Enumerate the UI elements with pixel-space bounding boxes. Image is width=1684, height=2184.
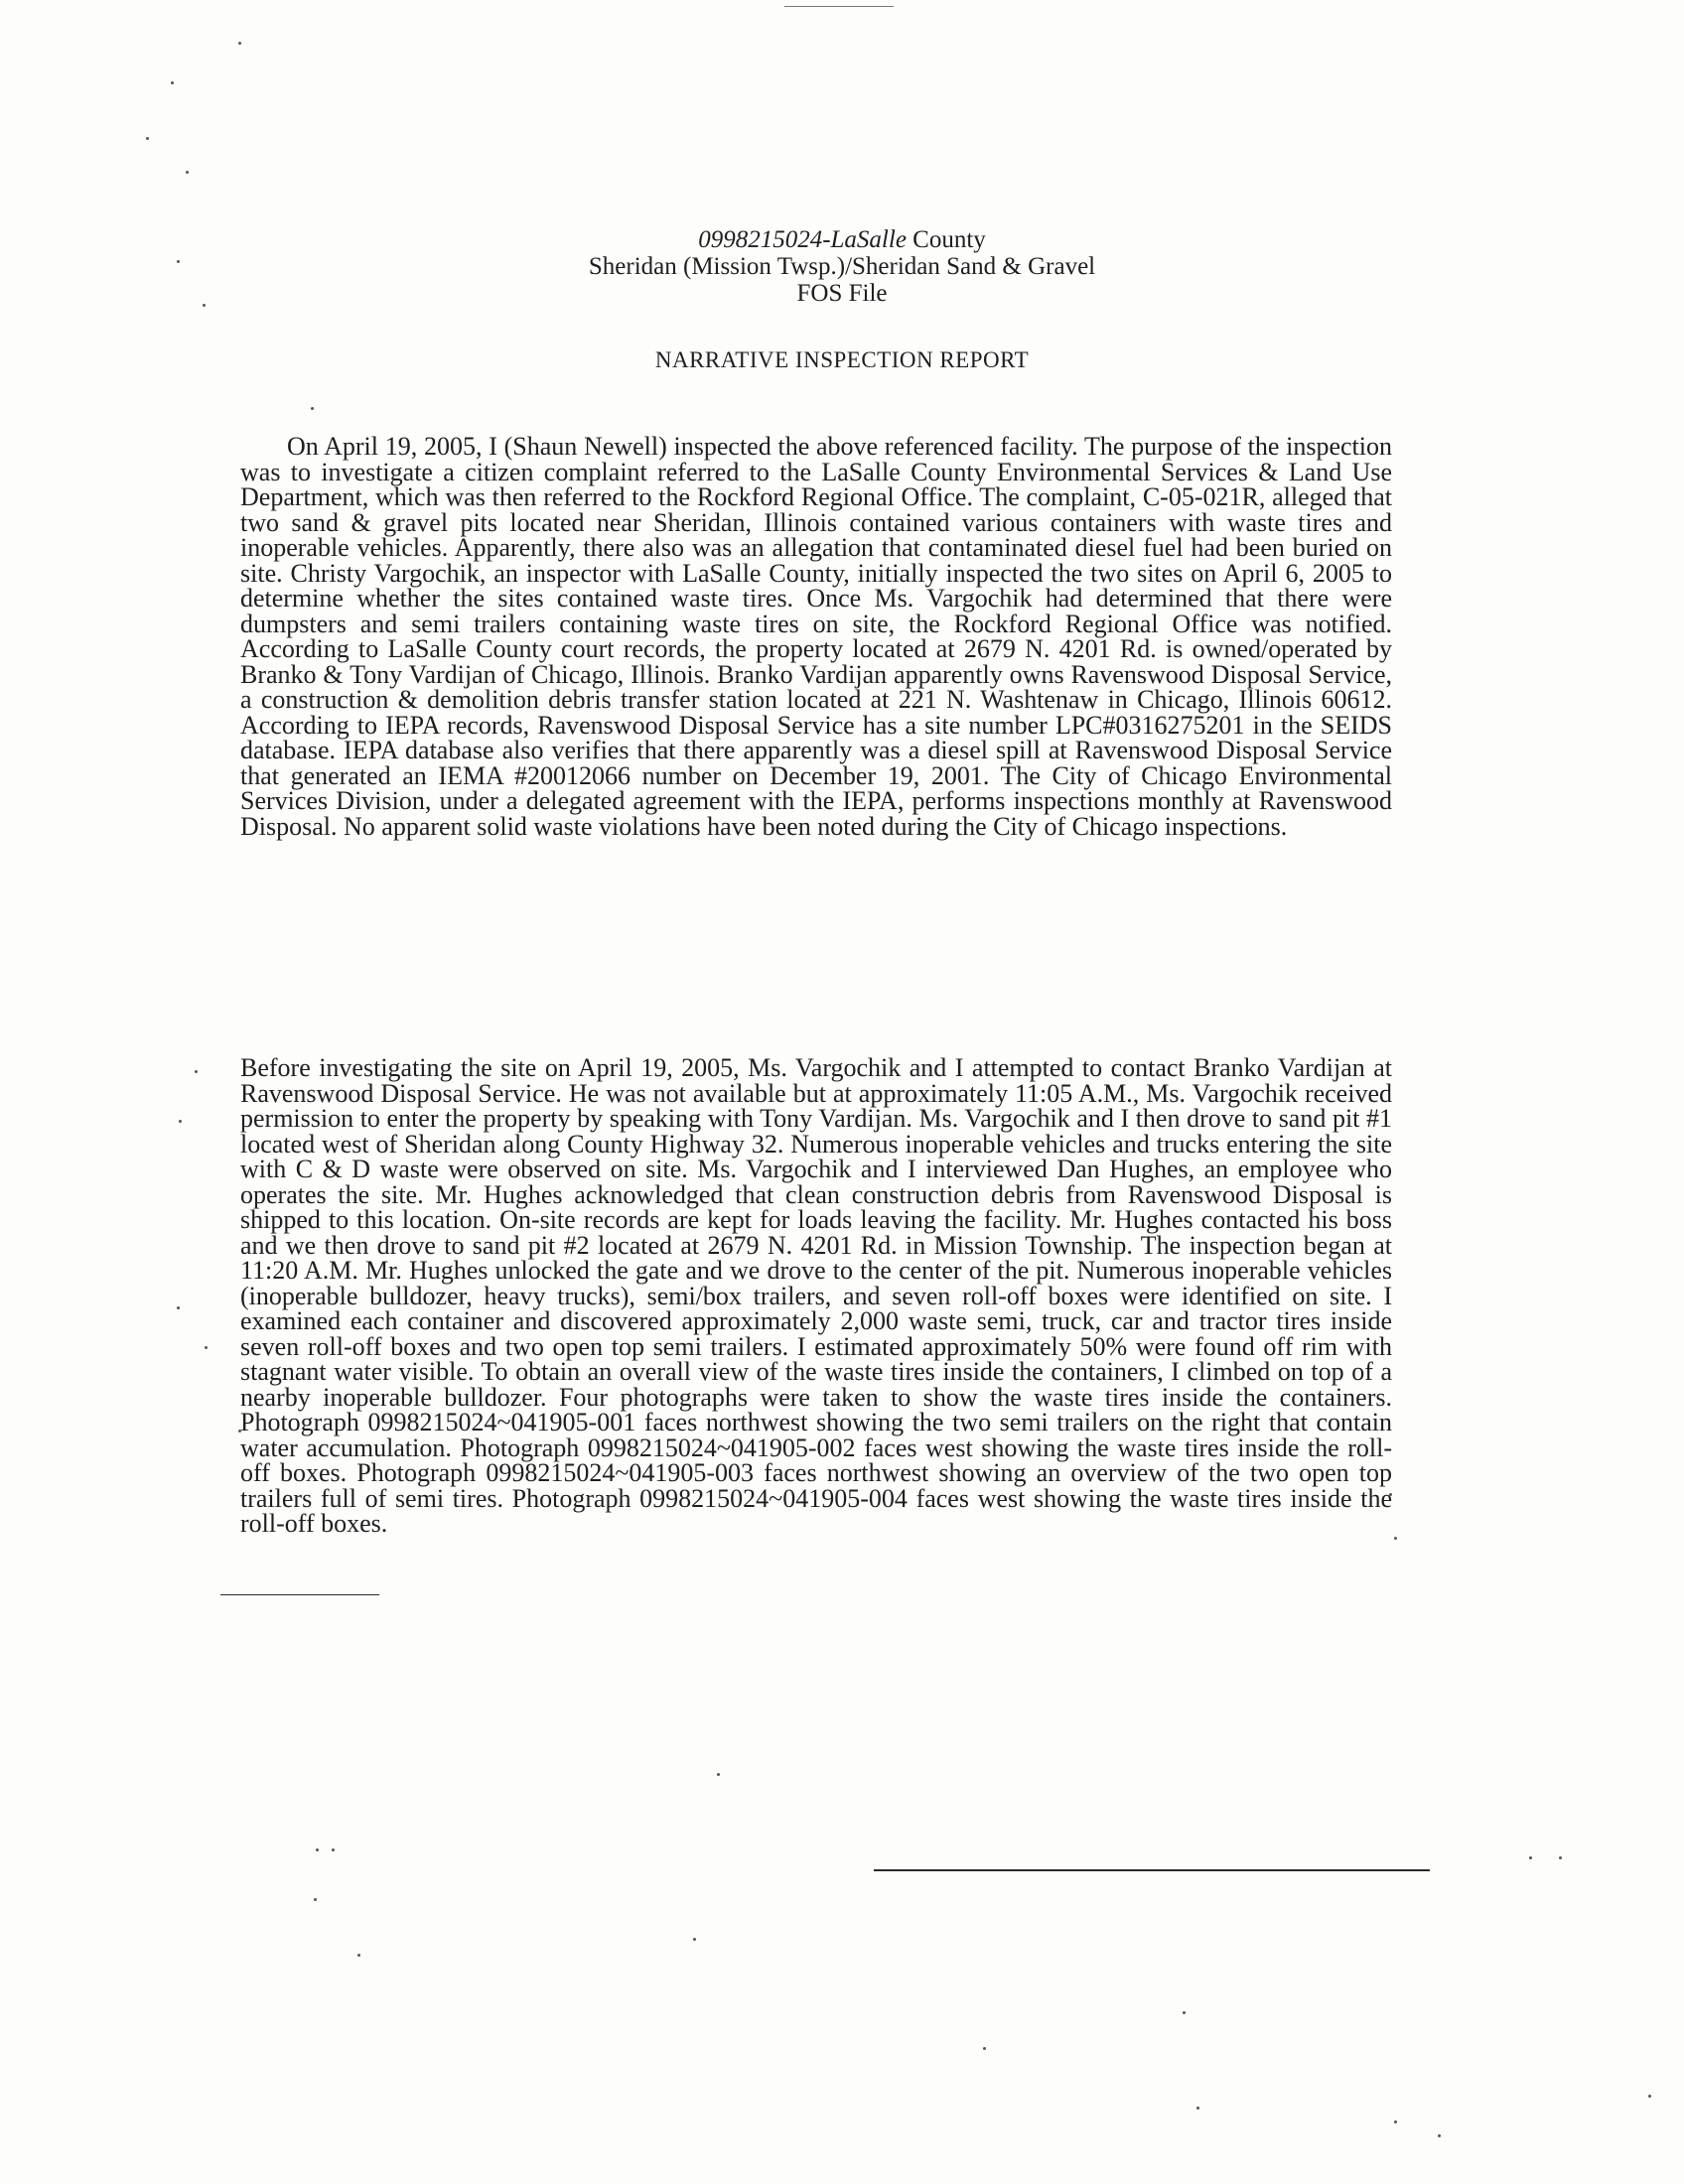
- scan-speck: [171, 81, 174, 84]
- scan-speck: [179, 1120, 182, 1123]
- scan-speck: [238, 42, 241, 45]
- scan-speck: [311, 407, 314, 410]
- scan-speck: [332, 1848, 335, 1851]
- scan-line-top: [784, 6, 894, 7]
- scan-speck: [1648, 2095, 1651, 2098]
- county-word: County: [912, 226, 986, 253]
- report-title: NARRATIVE INSPECTION REPORT: [654, 347, 1030, 372]
- scan-line-left: [220, 1594, 379, 1595]
- document-header: [0, 226, 1684, 307]
- file-type: FOS File: [796, 280, 888, 307]
- scan-speck: [693, 1938, 696, 1941]
- scan-speck: [1394, 2120, 1397, 2123]
- file-number-line: [0, 226, 1684, 253]
- scan-speck: [316, 1848, 319, 1851]
- site-line: Sheridan (Mission Twsp.)/Sheridan Sand & Gravel: [588, 253, 1096, 280]
- scan-speck: [146, 137, 149, 140]
- scan-speck: [177, 1306, 180, 1309]
- scan-speck: [357, 1954, 360, 1957]
- scan-speck: [1438, 2134, 1441, 2137]
- scan-line-bottom-right: [874, 1869, 1430, 1871]
- scan-speck: [205, 1346, 208, 1349]
- scan-speck: [186, 171, 189, 174]
- file-number: 0998215024-LaSalle: [698, 226, 907, 253]
- scan-speck: [1559, 1856, 1562, 1859]
- paragraph-1: On April 19, 2005, I (Shaun Newell) inspected the above referenced facility. The purpose of the inspection was to investigate a citizen complaint referred to the LaSalle County Environmental Services & Land Use Department, which was then referred to the Rockford Regional Office. The complaint, C-05-021R, alleged that two sand & gravel pits located near Sheridan, Illinois contained various containers with waste tires and inoperable vehicles. Apparently, there also was an allegation that contaminated diesel fuel had been buried on site. Christy Vargochik, an inspector with LaSalle County, initially inspected the two sites on April 6, 2005 to determine whether the sites contained waste tires. Once Ms. Vargochik had determined that there were dumpsters and semi trailers containing waste tires on site, the Rockford Regional Office was notified. According to LaSalle County court records, the property located at 2679 N. 4201 Rd. is owned/operated by Branko & Tony Vardijan of Chicago, Illinois. Branko Vardijan apparently owns Ravenswood Disposal Service, a construction & demolition debris transfer station located at 221 N. Washtenaw in Chicago, Illinois 60612. According to IEPA records, Ravenswood Disposal Service has a site number LPC#0316275201 in the SEIDS database. IEPA database also verifies that there apparently was a diesel spill at Ravenswood Disposal Service that generated an IEMA #20012066 number on December 19, 2001. The City of Chicago Environmental Services Division, under a delegated agreement with the IEPA, performs inspections monthly at Ravenswood Disposal. No apparent solid waste violations have been noted during the City of Chicago inspections.: [240, 432, 1392, 841]
- scan-speck: [983, 2047, 986, 2050]
- scan-speck: [1394, 1537, 1397, 1540]
- paragraph-2: Before investigating the site on April 19, 2005, Ms. Vargochik and I attempted to contact Branko Vardijan at Ravenswood Disposal Service. He was not available but at approximately 11:05 A.M., Ms. Vargochik received permission to enter the property by speaking with Tony Vardijan. Ms. Vargochik and I then drove to sand pit #1 located west of Sheridan along County Highway 32. Numerous inoperable vehicles and trucks entering the site with C & D waste were observed on site. Ms. Vargochik and I interviewed Dan Hughes, an employee who operates the site. Mr. Hughes acknowledged that clean construction debris from Ravenswood Disposal is shipped to this location. On-site records are kept for loads leaving the facility. Mr. Hughes contacted his boss and we then drove to sand pit #2 located at 2679 N. 4201 Rd. in Mission Township. The inspection began at 11:20 A.M. Mr. Hughes unlocked the gate and we drove to the center of the pit. Numerous inoperable vehicles (inoperable bulldozer, heavy trucks), semi/box trailers, and seven roll-off boxes were identified on site. I examined each container and discovered approximately 2,000 waste semi, truck, car and tractor tires inside seven roll-off boxes and two open top semi trailers. I estimated approximately 50% were found off rim with stagnant water visible. To obtain an overall view of the waste tires inside the containers, I climbed on top of a nearby inoperable bulldozer. Four photographs were taken to show the waste tires inside the containers. Photograph 0998215024~041905-001 faces northwest showing the two semi trailers on the right that contain water accumulation. Photograph 0998215024~041905-002 faces west showing the waste tires inside the roll-off boxes. Photograph 0998215024~041905-003 faces northwest showing an overview of the two open top trailers full of semi tires. Photograph 0998215024~041905-004 faces west showing the waste tires inside the roll-off boxes.: [240, 1053, 1392, 1538]
- scan-speck: [1529, 1856, 1532, 1859]
- scan-speck: [1183, 2011, 1186, 2014]
- scan-speck: [717, 1773, 720, 1776]
- scan-speck: [195, 1070, 198, 1073]
- scan-speck: [314, 1898, 317, 1901]
- scan-speck: [1196, 2107, 1199, 2110]
